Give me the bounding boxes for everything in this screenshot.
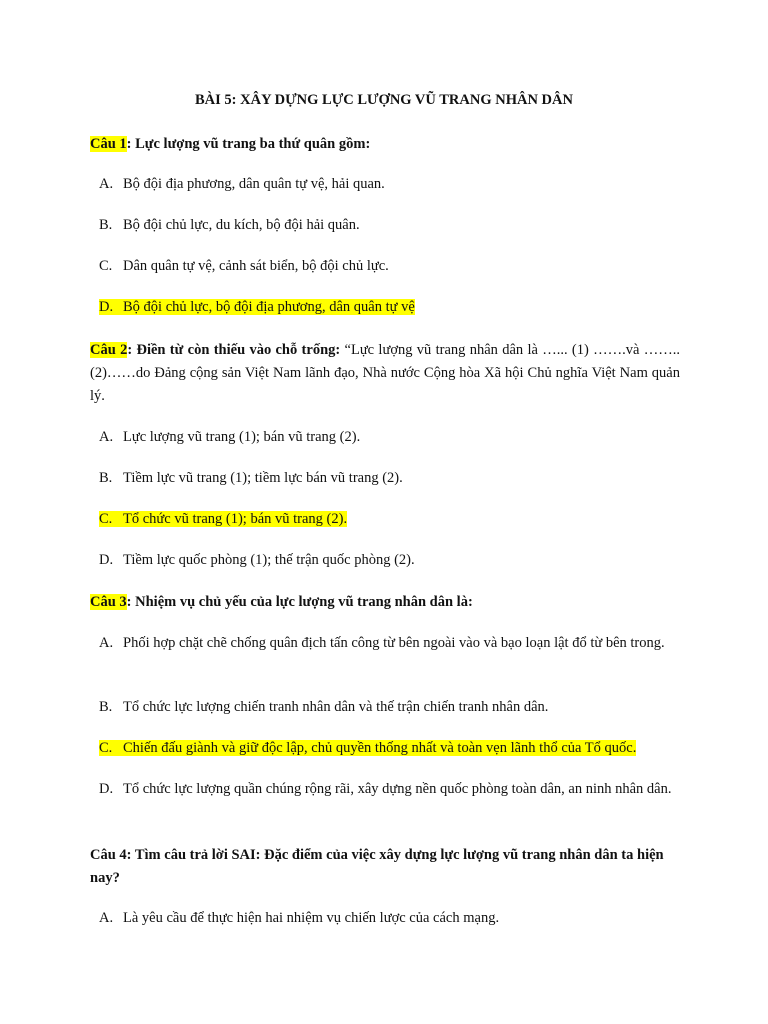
q1-option-a: [99, 173, 679, 196]
option-text: Tiềm lực quốc phòng (1); thế trận quốc phòng (2).: [123, 552, 415, 568]
q3-option-b: [99, 696, 679, 719]
option-text: Lực lượng vũ trang (1); bán vũ trang (2).: [123, 429, 361, 445]
q3-option-d: [99, 778, 679, 801]
question-4: [90, 844, 680, 890]
question-2: [90, 339, 680, 408]
option-text: Chiến đấu giành và giữ độc lập, chủ quyền thống nhất và toàn vẹn lãnh thổ của Tổ quốc.: [123, 740, 637, 756]
question-number: Câu 2: [90, 342, 128, 358]
option-letter: B.: [99, 470, 113, 486]
question-text: : Điền từ còn thiếu vào chỗ trống:: [127, 342, 341, 358]
q2-option-a: [99, 426, 679, 449]
option-letter: A.: [99, 176, 114, 192]
option-letter: D.: [99, 299, 114, 315]
option-text: Bộ đội chủ lực, bộ đội địa phương, dân quân tự vệ: [123, 299, 415, 315]
q2-option-d: [99, 549, 679, 572]
option-text: Tổ chức lực lượng chiến tranh nhân dân và thế trận chiến tranh nhân dân.: [123, 699, 549, 715]
document-title: BÀI 5: XÂY DỰNG LỰC LƯỢNG VŨ TRANG NHÂN DÂN: [195, 92, 573, 108]
option-text: Tổ chức vũ trang (1); bán vũ trang (2).: [123, 511, 348, 527]
option-text: Bộ đội địa phương, dân quân tự vệ, hải quan.: [123, 176, 385, 192]
question-text: Câu 4: Tìm câu trả lời SAI: Đặc điểm của việc xây dựng lực lượng vũ trang nhân dân ta hiện nay?: [90, 847, 664, 886]
option-letter: B.: [99, 217, 113, 233]
q3-option-c-correct: [99, 737, 679, 760]
question-3: [90, 591, 680, 614]
q1-option-d-correct: [99, 296, 679, 319]
q2-option-c-correct: [99, 508, 679, 531]
question-number: Câu 3: [90, 594, 127, 610]
question-text: : Lực lượng vũ trang ba thứ quân gồm:: [126, 136, 371, 152]
q1-option-b: [99, 214, 679, 237]
option-letter: B.: [99, 699, 113, 715]
q1-option-c: [99, 255, 679, 278]
option-letter: D.: [99, 781, 114, 797]
option-letter: A.: [99, 635, 114, 651]
option-text: Bộ đội chủ lực, du kích, bộ đội hải quân.: [123, 217, 360, 233]
option-letter: C.: [99, 740, 113, 756]
option-letter: C.: [99, 511, 113, 527]
question-text: : Nhiệm vụ chủ yếu của lực lượng vũ trang nhân dân là:: [126, 594, 473, 610]
option-text: Là yêu cầu để thực hiện hai nhiệm vụ chiến lược của cách mạng.: [123, 910, 500, 926]
option-letter: D.: [99, 552, 114, 568]
question-body: “Lực lượng vũ trang nhân dân là …... (1) …….và ……..(2)……do Đảng cộng sản Việt Nam lãnh đạo, Nhà nước Cộng hòa Xã hội Chủ nghĩa Việt Nam quản lý.: [90, 342, 680, 404]
option-text: Phối hợp chặt chẽ chống quân địch tấn công từ bên ngoài vào và bạo loạn lật đổ từ bên trong.: [123, 635, 665, 651]
option-text: Dân quân tự vệ, cảnh sát biển, bộ đội chủ lực.: [123, 258, 389, 274]
option-letter: A.: [99, 429, 114, 445]
question-1: [90, 133, 680, 156]
option-letter: A.: [99, 910, 114, 926]
option-text: Tổ chức lực lượng quần chúng rộng rãi, xây dựng nền quốc phòng toàn dân, an ninh nhân dân.: [123, 781, 672, 797]
option-text: Tiềm lực vũ trang (1); tiềm lực bán vũ trang (2).: [123, 470, 403, 486]
q2-option-b: [99, 467, 679, 490]
q4-option-a: [99, 907, 679, 930]
option-letter: C.: [99, 258, 113, 274]
question-number: Câu 1: [90, 136, 127, 152]
q3-option-a: [99, 632, 679, 655]
